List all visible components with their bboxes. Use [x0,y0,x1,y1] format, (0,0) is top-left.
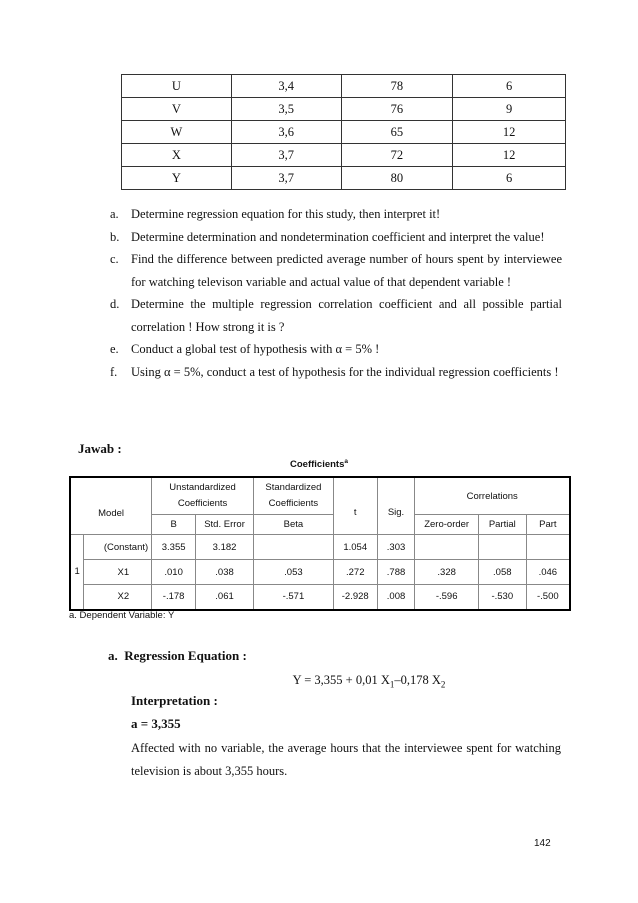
cell-b: -.178 [152,585,196,610]
header-beta: Beta [253,515,333,535]
cell-zero: .328 [415,560,479,585]
header-std-error: Std. Error [196,515,254,535]
header-standardized: Standardized Coefficients [253,477,333,515]
coefficients-table [69,476,571,611]
table-cell: 3,6 [231,121,341,144]
table-cell: 65 [341,121,453,144]
cell-beta: .053 [253,560,333,585]
cell-part: -.500 [526,585,570,610]
cell-partial: -.530 [478,585,526,610]
question-item [110,203,562,226]
data-table [121,74,566,190]
cell-sig: .788 [377,560,415,585]
question-label: f. [110,364,118,379]
table-row [122,167,566,190]
table-cell: 12 [453,144,566,167]
question-text: Using α = 5%, conduct a test of hypothesis for the individual regression coefficients ! [131,364,559,379]
intercept-value: a = 3,355 [131,716,181,731]
cell-part: .046 [526,560,570,585]
row-label: X2 [84,585,152,610]
question-item [110,338,562,361]
question-label: a. [110,207,119,221]
header-part: Part [526,515,570,535]
table-cell: 72 [341,144,453,167]
header-t: t [333,477,377,535]
table-cell: 3,4 [231,75,341,98]
cell-sig: .008 [377,585,415,610]
question-text: Determine the multiple regression correlation coefficient and all possible partial correlation ! How strong it is ? [131,297,562,334]
header-zero-order: Zero-order [415,515,479,535]
question-item [110,248,562,293]
table-cell: 6 [453,75,566,98]
answer-section-text: Regression Equation : [124,648,247,663]
cell-t: 1.054 [333,535,377,560]
question-label: d. [110,297,120,311]
question-label: c. [110,252,119,266]
equation-lhs: Y = 3,355 + 0,01 X [292,673,390,687]
table-cell: U [122,75,232,98]
table-cell: 9 [453,98,566,121]
table-cell: W [122,121,232,144]
table-row [122,144,566,167]
header-b: B [152,515,196,535]
cell-beta: -.571 [253,585,333,610]
cell-b: 3.355 [152,535,196,560]
coefficients-title-sup: a [344,458,348,465]
table-cell: 6 [453,167,566,190]
cell-se: 3.182 [196,535,254,560]
regression-equation [0,673,638,690]
table-cell: X [122,144,232,167]
question-text: Determine regression equation for this study, then interpret it! [131,207,441,221]
cell-b: .010 [152,560,196,585]
interpretation-title: Interpretation : [131,693,218,708]
answer-section-label: a. [108,648,118,663]
model-number: 1 [70,535,84,610]
cell-part [526,535,570,560]
cell-sig: .303 [377,535,415,560]
interpretation-paragraph: Affected with no variable, the average hours that the interviewee spent for watching television is about 3,355 hours. [131,741,561,778]
header-unstandardized: Unstandardized Coefficients [152,477,254,515]
table-row [122,121,566,144]
question-label: e. [110,342,119,356]
question-text: Conduct a global test of hypothesis with α = 5% ! [131,342,380,356]
row-label: (Constant) [84,535,152,560]
cell-t: -2.928 [333,585,377,610]
coefficients-title [0,458,638,470]
cell-t: .272 [333,560,377,585]
cell-zero [415,535,479,560]
cell-partial [478,535,526,560]
table-cell: Y [122,167,232,190]
question-item [110,293,562,338]
table-cell: V [122,98,232,121]
page-number: 142 [534,838,551,849]
question-text: Find the difference between predicted average number of hours spent by interviewee for watching televison variable and actual value of that dependent variable ! [131,252,562,289]
cell-partial: .058 [478,560,526,585]
question-list [110,203,562,383]
table-cell: 76 [341,98,453,121]
table-cell: 3,7 [231,144,341,167]
table-cell: 80 [341,167,453,190]
answer-heading: Jawab : [78,441,122,456]
table-footnote: a. Dependent Variable: Y [69,610,175,621]
table-row [122,98,566,121]
answer-section-title [108,648,247,664]
header-sig: Sig. [377,477,415,535]
question-label: b. [110,229,120,244]
coefficients-title-text: Coefficients [290,459,345,471]
table-row [122,75,566,98]
equation-sub1: 1 [389,679,395,690]
cell-zero: -.596 [415,585,479,610]
question-item [110,361,562,384]
question-item [110,226,562,249]
table-cell: 3,7 [231,167,341,190]
equation-mid: –0,178 X [394,673,441,687]
cell-se: .038 [196,560,254,585]
header-correlations: Correlations [415,477,570,515]
table-cell: 78 [341,75,453,98]
table-cell: 3,5 [231,98,341,121]
header-model: Model [70,477,152,535]
equation-sub2: 2 [440,679,446,690]
question-text: Determine determination and nondetermination coefficient and interpret the value! [131,229,545,244]
table-cell: 12 [453,121,566,144]
cell-se: .061 [196,585,254,610]
row-label: X1 [84,560,152,585]
header-partial: Partial [478,515,526,535]
cell-beta [253,535,333,560]
